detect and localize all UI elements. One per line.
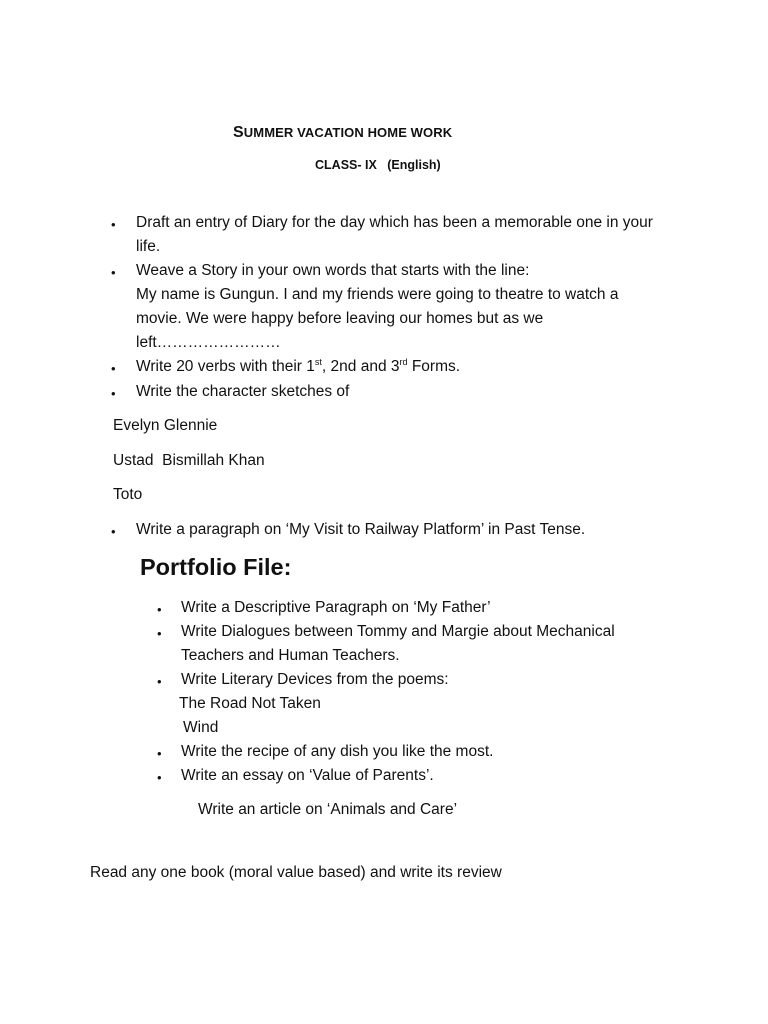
- list-item-story-line4: left……………………: [136, 334, 281, 351]
- title-rest: UMMER VACATION HOME WORK: [243, 125, 453, 140]
- verbs-text-pre: Write 20 verbs with their 1: [136, 358, 315, 375]
- character-name: Evelyn Glennie: [113, 417, 218, 434]
- verbs-sup-st: st: [314, 357, 322, 367]
- list-item-character-sketches: Write the character sketches of: [136, 383, 350, 400]
- list-item-story-line1: Weave a Story in your own words that starts with the line:: [136, 262, 530, 279]
- list-item-verbs: [136, 355, 460, 379]
- bullet-marker: •: [111, 524, 116, 539]
- verbs-sup-rd: rd: [399, 357, 408, 367]
- title-initial: S: [233, 124, 244, 141]
- verbs-text-mid: , 2nd and 3: [321, 358, 400, 375]
- bullet-marker: •: [157, 770, 162, 785]
- book-review-instruction: Read any one book (moral value based) and write its review: [90, 864, 502, 881]
- bullet-marker: •: [157, 602, 162, 617]
- document-title: [233, 124, 452, 142]
- character-name: Toto: [113, 486, 143, 503]
- bullet-marker: •: [111, 265, 116, 280]
- portfolio-item-literary-devices: Write Literary Devices from the poems:: [181, 671, 449, 688]
- poem-title: The Road Not Taken: [179, 695, 321, 712]
- verbs-text-post: Forms.: [407, 358, 461, 375]
- portfolio-heading: Portfolio File:: [140, 554, 292, 580]
- document-subtitle: CLASS- IX (English): [315, 158, 441, 172]
- list-item-story-line3: movie. We were happy before leaving our homes but as we: [136, 310, 544, 327]
- bullet-marker: •: [111, 217, 116, 232]
- list-item-paragraph: Write a paragraph on ‘My Visit to Railway Platform’ in Past Tense.: [136, 521, 586, 538]
- portfolio-item-dialogues-line1: Write Dialogues between Tommy and Margie about Mechanical: [181, 623, 615, 640]
- bullet-marker: •: [157, 746, 162, 761]
- bullet-marker: •: [157, 674, 162, 689]
- bullet-marker: •: [111, 361, 116, 376]
- bullet-marker: •: [157, 626, 162, 641]
- list-item-diary-line1: Draft an entry of Diary for the day which has been a memorable one in your: [136, 214, 653, 231]
- portfolio-item-dialogues-line2: Teachers and Human Teachers.: [181, 647, 400, 664]
- list-item-diary-line2: life.: [136, 238, 161, 255]
- poem-title: Wind: [183, 719, 219, 736]
- portfolio-item-article: Write an article on ‘Animals and Care’: [198, 801, 458, 818]
- character-name: Ustad Bismillah Khan: [113, 452, 265, 469]
- list-item-story-line2: My name is Gungun. I and my friends were going to theatre to watch a: [136, 286, 619, 303]
- bullet-marker: •: [111, 386, 116, 401]
- portfolio-item-father: Write a Descriptive Paragraph on ‘My Father’: [181, 599, 491, 616]
- portfolio-item-essay: Write an essay on ‘Value of Parents’.: [181, 767, 434, 784]
- portfolio-item-recipe: Write the recipe of any dish you like the most.: [181, 743, 494, 760]
